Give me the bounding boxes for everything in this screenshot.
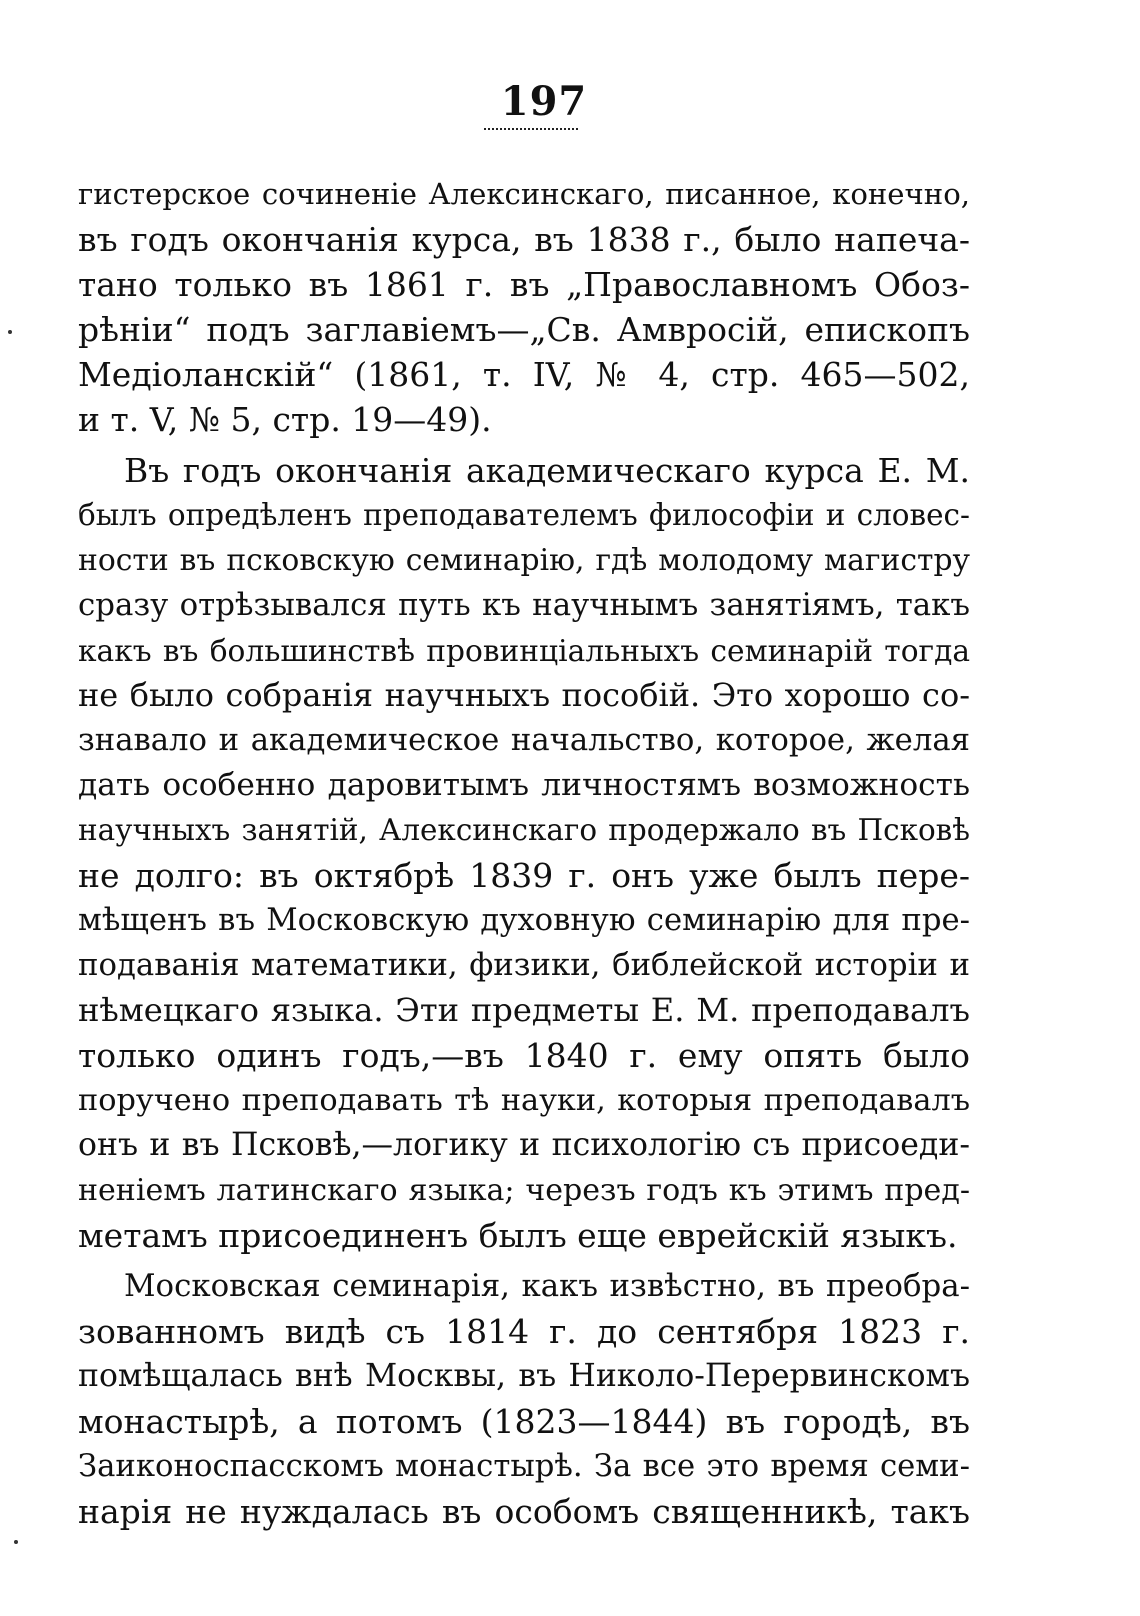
paragraph-1 bbox=[78, 172, 970, 442]
paragraph-2 bbox=[78, 448, 970, 1258]
text-line: Въ годъ окончанія академическаго курса Е. М. bbox=[124, 451, 970, 490]
body-text bbox=[78, 172, 970, 1534]
text-line: подаванія математики, физики, библейской исторіи и bbox=[78, 947, 970, 983]
text-line: Медіоланскій“ (1861, т. IV, № 4, стр. 465—502, bbox=[78, 355, 970, 394]
text-line: Московская семинарія, какъ извѣстно, въ преобра- bbox=[124, 1268, 970, 1304]
text-line: рѣніи“ подъ заглавіемъ—„Св. Амвросій, епископъ bbox=[78, 310, 970, 349]
text-line: метамъ присоединенъ былъ еще еврейскій языкъ. bbox=[78, 1216, 958, 1255]
text-line: былъ опредѣленъ преподавателемъ философіи и словес- bbox=[78, 498, 970, 532]
text-line: зованномъ видѣ съ 1814 г. до сентября 1823 г. bbox=[78, 1312, 970, 1351]
text-line: не было собранія научныхъ пособій. Это хорошо со- bbox=[78, 676, 970, 714]
text-line: нѣмецкаго языка. Эти предметы Е. М. преподавалъ bbox=[78, 991, 970, 1029]
text-line: въ годъ окончанія курса, въ 1838 г., было напеча- bbox=[78, 220, 970, 259]
text-line: монастырѣ, а потомъ (1823—1844) въ городѣ, въ bbox=[78, 1402, 970, 1441]
page-number-rule bbox=[484, 128, 578, 130]
text-line: сразу отрѣзывался путь къ научнымъ занятіямъ, такъ bbox=[78, 587, 970, 623]
text-line: научныхъ занятій, Алексинскаго продержало въ Псковѣ bbox=[78, 813, 970, 847]
text-line: Заиконоспасскомъ монастырѣ. За все это время семи- bbox=[78, 1449, 970, 1484]
text-line: ности въ псковскую семинарію, гдѣ молодому магистру bbox=[78, 543, 970, 578]
text-line: дать особенно даровитымъ личностямъ возможность bbox=[78, 767, 970, 803]
scan-speck bbox=[8, 330, 12, 334]
text-line: не долго: въ октябрѣ 1839 г. онъ уже былъ пере- bbox=[78, 856, 970, 895]
text-line: и т. V, № 5, стр. 19—49). bbox=[78, 400, 492, 439]
page-number: 197 bbox=[500, 78, 588, 125]
text-line: тано только въ 1861 г. въ „Православномъ Обоз- bbox=[78, 265, 970, 304]
text-line: мѣщенъ въ Московскую духовную семинарію для пре- bbox=[78, 903, 970, 938]
text-line: нарія не нуждалась въ особомъ священникѣ, такъ bbox=[78, 1492, 970, 1531]
text-line: только одинъ годъ,—въ 1840 г. ему опять было bbox=[78, 1036, 970, 1075]
text-line: онъ и въ Псковѣ,—логику и психологію съ присоеди- bbox=[78, 1127, 970, 1163]
text-line: знавало и академическое начальство, которое, желая bbox=[78, 723, 970, 758]
scan-speck bbox=[14, 1540, 18, 1544]
text-line: поручено преподавать тѣ науки, которыя преподавалъ bbox=[78, 1083, 970, 1118]
text-line: гистерское сочиненіе Алексинскаго, писанное, конечно, bbox=[78, 177, 970, 211]
paragraph-3 bbox=[78, 1264, 970, 1534]
text-line: помѣщалась внѣ Москвы, въ Николо-Перервинскомъ bbox=[78, 1358, 970, 1394]
text-line: неніемъ латинскаго языка; черезъ годъ къ этимъ пред- bbox=[78, 1173, 970, 1208]
text-line: какъ въ большинствѣ провинціальныхъ семинарій тогда bbox=[78, 633, 970, 668]
